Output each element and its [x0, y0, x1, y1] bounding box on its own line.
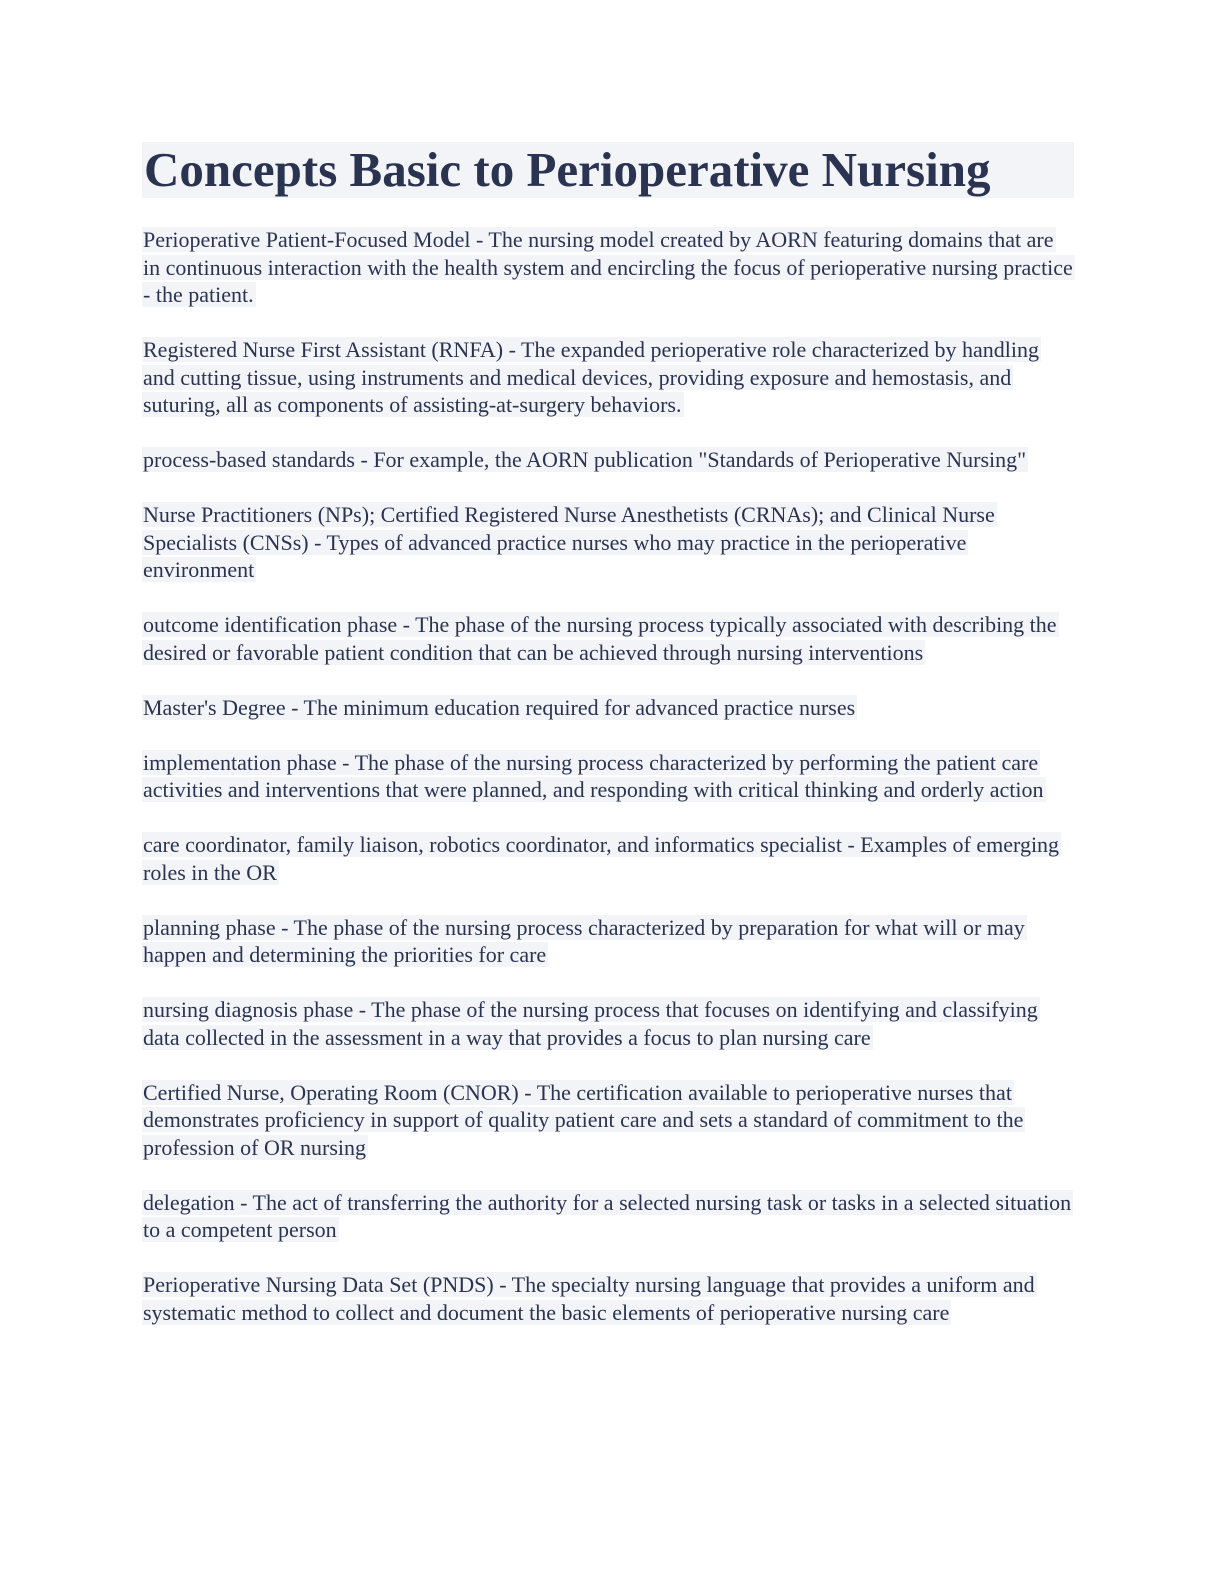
entry-text: Perioperative Patient-Focused Model - The nursing model created by AORN featuring domains that are in continuous interaction with the health system and encircling the focus of perioperative nursing practice - the patient. — [143, 227, 1073, 307]
entry-text: implementation phase - The phase of the nursing process characterized by performing the patient care activities and interventions that were planned, and responding with critical thinking and orderly action — [143, 749, 1044, 802]
entry-item — [142, 611, 1074, 666]
entry-item — [142, 1189, 1074, 1244]
document-page — [142, 142, 1074, 1354]
entry-item — [142, 226, 1074, 309]
entry-item — [142, 1271, 1074, 1326]
entry-item — [142, 446, 1074, 474]
entry-text: Perioperative Nursing Data Set (PNDS) - The specialty nursing language that provides a uniform and systematic method to collect and document the basic elements of perioperative nursing care — [143, 1272, 1035, 1325]
entry-text: Certified Nurse, Operating Room (CNOR) - The certification available to perioperative nurses that demonstrates proficiency in support of quality patient care and sets a standard of commitment to the profession of OR nursing — [143, 1079, 1024, 1160]
entry-item — [142, 749, 1074, 804]
page-title: Concepts Basic to Perioperative Nursing — [144, 142, 991, 197]
entry-item — [142, 501, 1074, 584]
entry-item — [142, 336, 1074, 419]
entry-text: nursing diagnosis phase - The phase of the nursing process that focuses on identifying and classifying data collected in the assessment in a way that provides a focus to plan nursing care — [143, 997, 1038, 1050]
entry-text: care coordinator, family liaison, robotics coordinator, and informatics specialist - Examples of emerging roles in the OR — [143, 832, 1060, 885]
entry-text: Master's Degree - The minimum education required for advanced practice nurses — [143, 694, 856, 720]
entry-text: Registered Nurse First Assistant (RNFA) - The expanded perioperative role characterized by handling and cutting tissue, using instruments and medical devices, providing exposure and hemostasis, and suturing, all as components of assisting-at-surgery behaviors. — [143, 337, 1040, 417]
entry-item — [142, 996, 1074, 1051]
entry-text: planning phase - The phase of the nursing process characterized by preparation for what will or may happen and determining the priorities for care — [143, 914, 1025, 967]
entry-item — [142, 914, 1074, 969]
entry-text: outcome identification phase - The phase of the nursing process typically associated with describing the desired or favorable patient condition that can be achieved through nursing interventions — [143, 612, 1057, 665]
entry-item — [142, 694, 1074, 722]
title-bar — [142, 142, 1074, 198]
entry-item — [142, 1079, 1074, 1162]
entry-text: Nurse Practitioners (NPs); Certified Registered Nurse Anesthetists (CRNAs); and Clinical Nurse Specialists (CNSs) - Types of advanced practice nurses who may practice in the perioperative environment — [143, 502, 995, 582]
entry-item — [142, 831, 1074, 886]
entry-text: delegation - The act of transferring the authority for a selected nursing task or tasks in a selected situation to a competent person — [143, 1189, 1072, 1242]
entry-list — [142, 226, 1074, 1326]
entry-text: process-based standards - For example, the AORN publication "Standards of Perioperative Nursing" — [143, 447, 1027, 472]
